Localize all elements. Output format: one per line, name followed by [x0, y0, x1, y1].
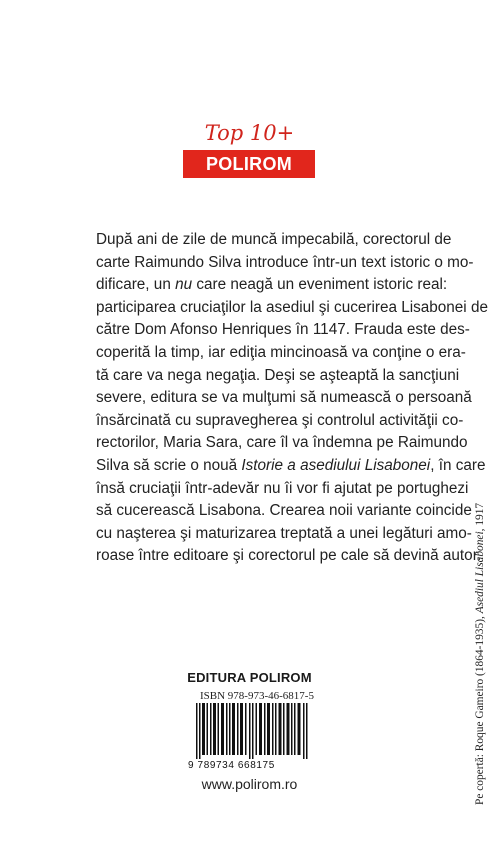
cover-credit-text: Pe copertă: Roque Gameiro (1864-1935), [474, 613, 486, 805]
blurb-line: carte Raimundo Silva introduce într-un text istoric o mo- [96, 253, 474, 271]
blurb-text: , în care [430, 456, 486, 474]
barcode [196, 703, 308, 759]
blurb-line [96, 274, 448, 297]
publisher-logo-box [183, 150, 315, 178]
cover-credit-year: , 1917 [474, 502, 486, 532]
isbn-label: ISBN 978-973-46-6817-5 [200, 690, 314, 702]
blurb-line: cu naşterea şi maturizarea treptată a unei legături amo- [96, 524, 472, 542]
blurb-text: care neagă un eveniment istoric real: [192, 276, 448, 294]
blurb-line: coperită la timp, iar ediţia mincinoasă va conţine o era- [96, 343, 466, 361]
blurb-emphasis: nu [175, 276, 193, 294]
publisher-logo-text: POLIROM [205, 153, 293, 174]
blurb-line: severe, editura se va mulţumi să numească o persoană [96, 389, 472, 407]
blurb-line: însărcinată cu supravegherea şi controlul activităţii co- [96, 411, 464, 429]
publisher-name: EDITURA POLIROM [187, 670, 312, 685]
blurb-line [96, 455, 486, 478]
blurb-line: către Dom Afonso Henriques în 1147. Frauda este des- [96, 321, 470, 339]
blurb-line: să cucerească Lisabona. Crearea noii variante coincide [96, 502, 472, 520]
blurb-line: După ani de zile de muncă impecabilă, corectorul de [96, 231, 452, 248]
cover-credit [474, 503, 486, 805]
publisher-website: www.polirom.ro [201, 776, 298, 792]
series-logo: Top 10+ [204, 121, 295, 145]
barcode-bars [196, 703, 308, 759]
blurb-book-title: Istorie a asediului Lisabonei [241, 456, 431, 474]
blurb-line: tă care va nega negaţia. Deşi se aşteaptă la sancţiuni [96, 366, 460, 384]
blurb-text: Silva să scrie o nouă [96, 456, 242, 474]
blurb-line: roase între editoare şi corectorul pe cale să devină autor. [96, 547, 482, 565]
blurb-line: rectorilor, Maria Sara, care îl va îndemna pe Raimundo [96, 434, 468, 452]
blurb-line: însă cruciaţii într-adevăr nu îi vor fi ajutat pe portughezi [96, 479, 469, 497]
blurb-line: participarea cruciaţilor la asediul şi cucerirea Lisabonei de [96, 298, 488, 316]
barcode-digits: 9 789734 668175 [188, 760, 275, 771]
blurb-text: dificare, un [96, 276, 176, 294]
cover-credit-title: Asediul Lisabonei [474, 531, 486, 614]
